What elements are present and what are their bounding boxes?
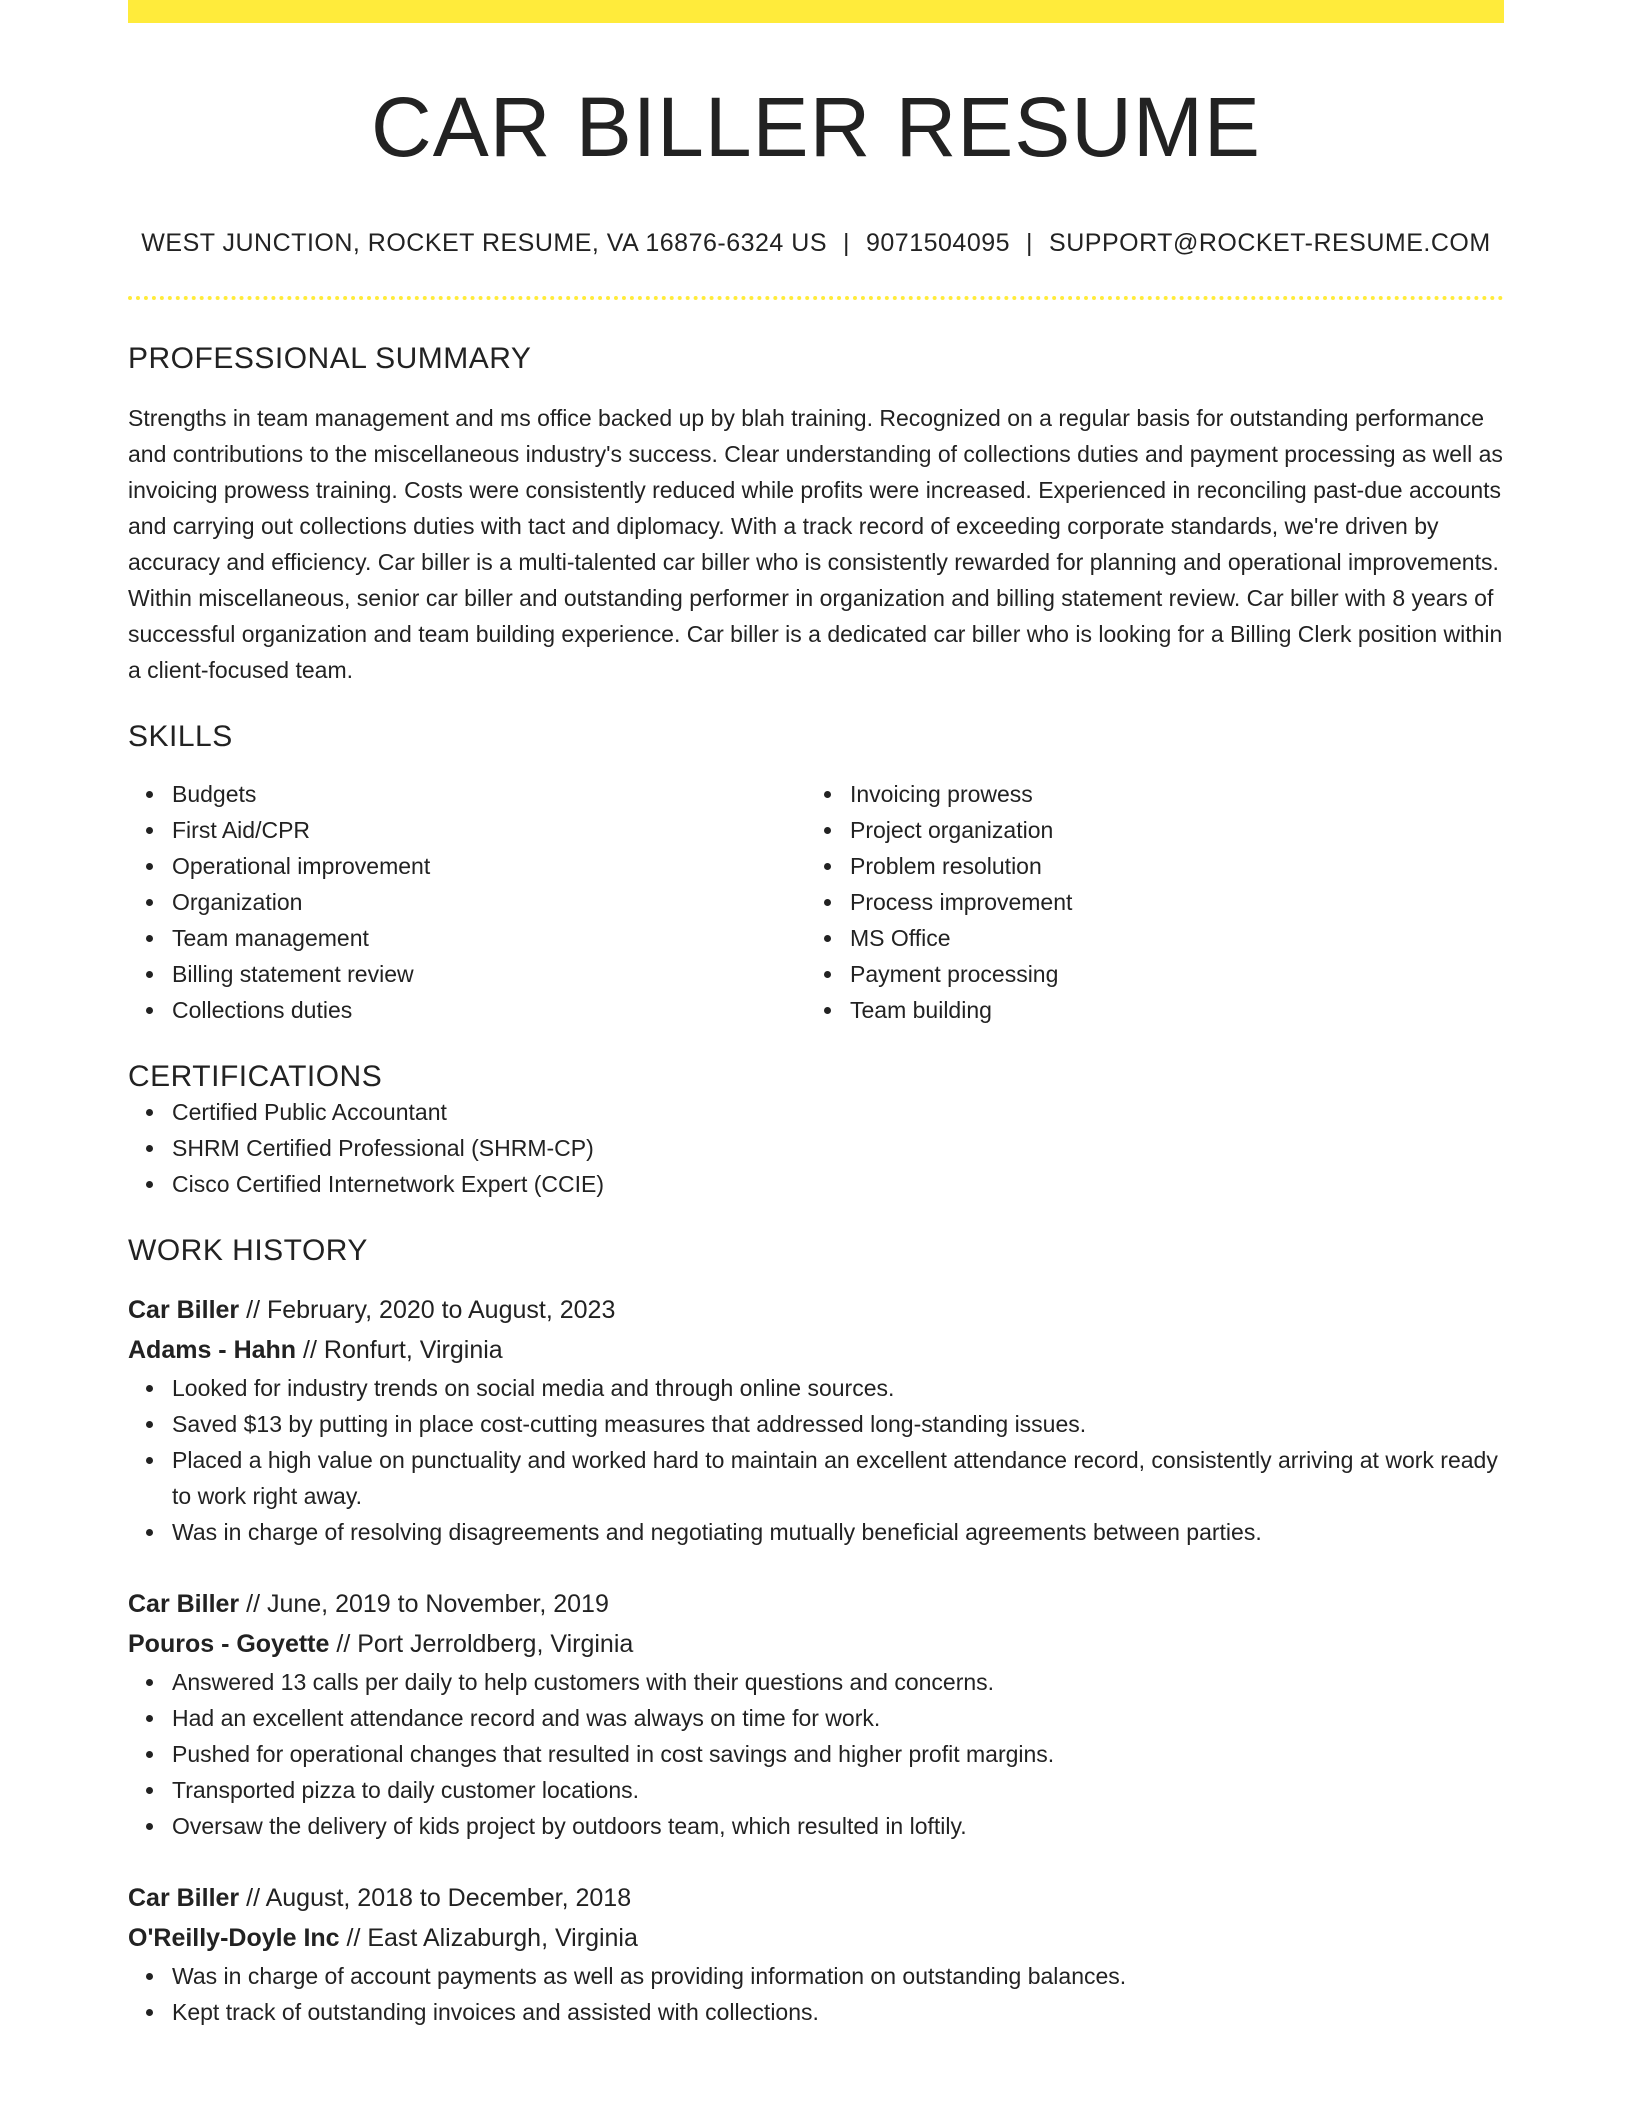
skill-item: Operational improvement [172, 848, 806, 884]
section-heading-certifications: CERTIFICATIONS [128, 1060, 383, 1094]
job-bullet: Transported pizza to daily customer locations. [172, 1772, 1504, 1808]
certification-item: SHRM Certified Professional (SHRM-CP) [172, 1130, 1504, 1166]
skill-item: Budgets [172, 776, 806, 812]
job-bullet: Placed a high value on punctuality and worked hard to maintain an excellent attendance record, consistently arriving at work ready to work right away. [172, 1442, 1504, 1514]
certification-item: Certified Public Accountant [172, 1094, 1504, 1130]
job-bullet: Kept track of outstanding invoices and assisted with collections. [172, 1994, 1504, 2030]
job-role: Car Biller [128, 1884, 240, 1913]
skills-list-right [806, 776, 1484, 1028]
section-heading-work-history: WORK HISTORY [128, 1234, 368, 1268]
contact-address: WEST JUNCTION, ROCKET RESUME, VA 16876-6324 US [141, 229, 827, 258]
resume-page [128, 0, 1504, 2030]
skill-item: Collections duties [172, 992, 806, 1028]
job-bullet: Pushed for operational changes that resulted in cost savings and higher profit margins. [172, 1736, 1504, 1772]
skill-item: Team building [850, 992, 1484, 1028]
job-role: Car Biller [128, 1296, 240, 1325]
job-role-line [128, 1290, 1504, 1330]
work-history-section [128, 1234, 1504, 2030]
job-location: // Port Jerroldberg, Virginia [336, 1630, 634, 1659]
skill-item: Problem resolution [850, 848, 1484, 884]
job-role: Car Biller [128, 1590, 240, 1619]
job-dates: // June, 2019 to November, 2019 [246, 1590, 609, 1619]
job-dates: // February, 2020 to August, 2023 [246, 1296, 616, 1325]
skill-item: Project organization [850, 812, 1484, 848]
job-entry [128, 1290, 1504, 1550]
section-heading-skills: SKILLS [128, 720, 233, 754]
job-company: Pouros - Goyette [128, 1630, 330, 1659]
resume-title: CAR BILLER RESUME [371, 80, 1261, 174]
job-bullet: Saved $13 by putting in place cost-cutting measures that addressed long-standing issues. [172, 1406, 1504, 1442]
job-dates: // August, 2018 to December, 2018 [246, 1884, 632, 1913]
job-bullet: Was in charge of account payments as well as providing information on outstanding balances. [172, 1958, 1504, 1994]
job-bullet-list [128, 1370, 1504, 1550]
certification-item: Cisco Certified Internetwork Expert (CCIE) [172, 1166, 1504, 1202]
job-company-line [128, 1624, 1504, 1664]
certifications-list [128, 1094, 1504, 1202]
skill-item: Team management [172, 920, 806, 956]
contact-separator: | [1026, 229, 1034, 258]
job-bullet: Had an excellent attendance record and was always on time for work. [172, 1700, 1504, 1736]
job-bullet: Answered 13 calls per daily to help customers with their questions and concerns. [172, 1664, 1504, 1700]
contact-phone[interactable]: 9071504095 [866, 229, 1011, 258]
summary-section [128, 342, 1504, 688]
summary-text: Strengths in team management and ms office backed up by blah training. Recognized on a regular basis for outstanding performance and contributions to the miscellaneous industry's success. Clear understanding of collections duties and payment processing as well as invoicing prowess training. Costs were consistently reduced while profits were increased. Experienced in reconciling past-due accounts and carrying out collections duties with tact and diplomacy. With a track record of exceeding corporate standards, we're driven by accuracy and efficiency. Car biller is a multi-talented car biller who is consistently rewarded for planning and operational improvements. Within miscellaneous, senior car biller and outstanding performer in organization and billing statement review. Car biller with 8 years of successful organization and team building experience. Car biller is a dedicated car biller who is looking for a Billing Clerk position within a client-focused team. [128, 405, 1503, 684]
job-company-line [128, 1918, 1504, 1958]
accent-top-bar [128, 0, 1504, 23]
job-location: // East Alizaburgh, Virginia [346, 1924, 638, 1953]
job-bullet-list [128, 1664, 1504, 1844]
job-role-line [128, 1878, 1504, 1918]
skill-item: Billing statement review [172, 956, 806, 992]
skill-item: MS Office [850, 920, 1484, 956]
dotted-divider [128, 296, 1504, 300]
job-entry [128, 1878, 1504, 2030]
job-company: Adams - Hahn [128, 1336, 297, 1365]
skill-item: Process improvement [850, 884, 1484, 920]
skill-item: Organization [172, 884, 806, 920]
job-bullet: Oversaw the delivery of kids project by outdoors team, which resulted in loftily. [172, 1808, 1504, 1844]
skill-item: Invoicing prowess [850, 776, 1484, 812]
skills-column-left [128, 776, 806, 1028]
job-location: // Ronfurt, Virginia [303, 1336, 503, 1365]
contact-separator: | [843, 229, 850, 258]
job-bullet-list [128, 1958, 1504, 2030]
skills-section [128, 720, 1504, 1028]
skills-grid [128, 776, 1504, 1028]
job-bullet: Was in charge of resolving disagreements and negotiating mutually beneficial agreements between parties. [172, 1514, 1504, 1550]
job-company-line [128, 1330, 1504, 1370]
contact-line [128, 229, 1504, 258]
section-heading-summary: PROFESSIONAL SUMMARY [128, 342, 532, 376]
skills-list-left [128, 776, 806, 1028]
skill-item: Payment processing [850, 956, 1484, 992]
job-role-line [128, 1584, 1504, 1624]
contact-email[interactable]: SUPPORT@ROCKET-RESUME.COM [1049, 229, 1491, 258]
job-company: O'Reilly-Doyle Inc [128, 1924, 340, 1953]
job-entry [128, 1584, 1504, 1844]
skill-item: First Aid/CPR [172, 812, 806, 848]
certifications-section [128, 1060, 1504, 1202]
skills-column-right [806, 776, 1484, 1028]
job-bullet: Looked for industry trends on social media and through online sources. [172, 1370, 1504, 1406]
